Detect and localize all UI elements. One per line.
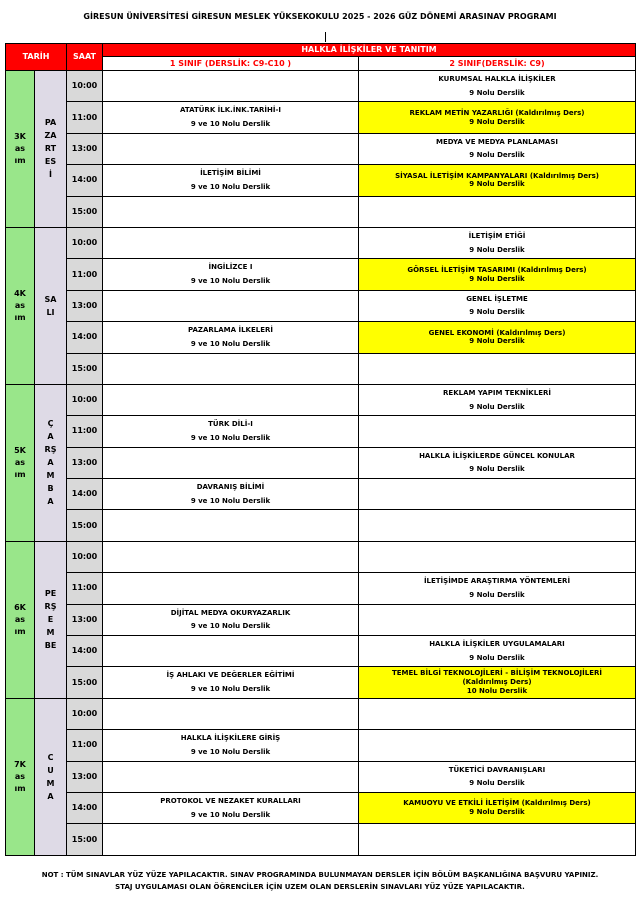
course-name: ATATÜRK İLK.İNK.TARİHİ-I — [179, 106, 281, 115]
date-cell — [6, 698, 35, 855]
classroom-label: 9 ve 10 Nolu Derslik — [190, 182, 271, 191]
schedule-row — [6, 196, 636, 227]
course-name: HALKLA İLİŞKİLERE GİRİŞ — [180, 734, 281, 743]
classroom-label: 9 Nolu Derslik — [469, 180, 525, 189]
time-cell: 11:00 — [67, 730, 103, 761]
course-name: DİJİTAL MEDYA OKURYAZARLIK — [170, 608, 291, 617]
class1-exam-cell — [103, 761, 359, 792]
time-cell: 14:00 — [67, 636, 103, 667]
time-cell: 15:00 — [67, 824, 103, 855]
classroom-label: 9 ve 10 Nolu Derslik — [190, 685, 271, 694]
course-name: PAZARLAMA İLKELERİ — [188, 326, 273, 335]
class2-exam-cell — [359, 102, 636, 133]
class2-exam-cell — [359, 71, 636, 102]
class2-exam-cell — [359, 133, 636, 164]
class2-exam-cell — [359, 573, 636, 604]
classroom-label: 9 Nolu Derslik — [469, 274, 525, 283]
time-cell: 11:00 — [67, 416, 103, 447]
weekday-label: CUMA — [46, 752, 55, 801]
class1-header: 1 SINIF (DERSLİK: C9-C10 ) — [103, 57, 359, 71]
time-cell: 15:00 — [67, 667, 103, 698]
classroom-label: 10 Nolu Derslik — [466, 686, 528, 695]
schedule-row — [6, 636, 636, 667]
weekday-cell — [35, 227, 67, 384]
time-cell: 13:00 — [67, 290, 103, 321]
course-name: HALKLA İLİŞKİLER UYGULAMALARI — [429, 639, 565, 648]
divider-mark — [325, 32, 326, 42]
course-name: HALKLA İLİŞKİLERDE GÜNCEL KONULAR — [419, 451, 575, 460]
time-cell: 14:00 — [67, 322, 103, 353]
schedule-row — [6, 322, 636, 353]
classroom-label: 9 Nolu Derslik — [469, 402, 525, 411]
class2-exam-cell — [359, 196, 636, 227]
time-cell: 14:00 — [67, 479, 103, 510]
time-cell: 15:00 — [67, 353, 103, 384]
course-name: DAVRANIŞ BİLİMİ — [196, 483, 265, 492]
class1-exam-cell — [103, 384, 359, 415]
class2-exam-cell — [359, 698, 636, 729]
course-name: GÖRSEL İLETİŞİM TASARIMI (Kaldırılmış Ders) — [407, 265, 587, 274]
time-cell: 11:00 — [67, 102, 103, 133]
classroom-label: 9 ve 10 Nolu Derslik — [190, 496, 271, 505]
class2-exam-cell — [359, 322, 636, 353]
class2-exam-cell — [359, 479, 636, 510]
class2-exam-cell — [359, 636, 636, 667]
class2-exam-cell — [359, 227, 636, 258]
schedule-row — [6, 384, 636, 415]
classroom-label: 9 Nolu Derslik — [469, 245, 525, 254]
class1-exam-cell — [103, 102, 359, 133]
time-cell: 10:00 — [67, 71, 103, 102]
time-cell: 13:00 — [67, 604, 103, 635]
classroom-label: 9 ve 10 Nolu Derslik — [190, 747, 271, 756]
schedule-row — [6, 541, 636, 572]
classroom-label: 9 ve 10 Nolu Derslik — [190, 810, 271, 819]
classroom-label: 9 Nolu Derslik — [469, 117, 525, 126]
class1-exam-cell — [103, 541, 359, 572]
time-cell: 13:00 — [67, 447, 103, 478]
schedule-row — [6, 102, 636, 133]
date-label: 7Kasım — [14, 759, 26, 793]
date-cell — [6, 227, 35, 384]
department-header: HALKLA İLİŞKİLER VE TANITIM — [103, 44, 636, 57]
schedule-row — [6, 792, 636, 823]
course-name: (Kaldırılmış Ders) — [462, 678, 532, 687]
course-name: İNGİLİZCE I — [208, 263, 253, 272]
classroom-label: 9 Nolu Derslik — [469, 779, 525, 788]
schedule-row — [6, 290, 636, 321]
class1-exam-cell — [103, 604, 359, 635]
class2-exam-cell — [359, 384, 636, 415]
schedule-row — [6, 667, 636, 698]
class1-exam-cell — [103, 824, 359, 855]
class1-exam-cell — [103, 510, 359, 541]
time-cell: 15:00 — [67, 196, 103, 227]
class2-exam-cell — [359, 510, 636, 541]
class1-exam-cell — [103, 636, 359, 667]
class2-exam-cell — [359, 667, 636, 698]
schedule-row — [6, 165, 636, 196]
time-cell: 14:00 — [67, 792, 103, 823]
time-cell: 13:00 — [67, 761, 103, 792]
class1-exam-cell — [103, 227, 359, 258]
class2-exam-cell — [359, 165, 636, 196]
class1-exam-cell — [103, 71, 359, 102]
exam-schedule-table — [5, 43, 636, 856]
classroom-label: 9 Nolu Derslik — [469, 308, 525, 317]
classroom-label: 9 ve 10 Nolu Derslik — [190, 433, 271, 442]
weekday-label: PERŞEMBE — [44, 589, 57, 651]
page-title: GİRESUN ÜNİVERSİTESİ GİRESUN MESLEK YÜKSEKOKULU 2025 - 2026 GÜZ DÖNEMİ ARASINAV PROGRAMI — [83, 12, 557, 21]
course-name: PROTOKOL VE NEZAKET KURALLARI — [160, 796, 301, 805]
schedule-row — [6, 479, 636, 510]
schedule-row — [6, 227, 636, 258]
class2-exam-cell — [359, 730, 636, 761]
class2-exam-cell — [359, 447, 636, 478]
schedule-row — [6, 730, 636, 761]
course-name: TÜKETİCİ DAVRANIŞLARI — [448, 765, 546, 774]
class2-exam-cell — [359, 259, 636, 290]
date-cell — [6, 541, 35, 698]
class2-exam-cell — [359, 353, 636, 384]
course-name: TEMEL BİLGİ TEKNOLOJİLERİ - BİLİŞİM TEKNOLOJİLERİ — [391, 669, 603, 678]
class1-exam-cell — [103, 353, 359, 384]
time-cell: 15:00 — [67, 510, 103, 541]
footer-note — [0, 869, 640, 893]
class2-exam-cell — [359, 416, 636, 447]
weekday-cell — [35, 384, 67, 541]
schedule-row — [6, 447, 636, 478]
date-cell — [6, 384, 35, 541]
class1-exam-cell — [103, 416, 359, 447]
class2-exam-cell — [359, 792, 636, 823]
course-name: SİYASAL İLETİŞİM KAMPANYALARI (Kaldırılmış Ders) — [395, 171, 599, 180]
schedule-row — [6, 698, 636, 729]
classroom-label: 9 Nolu Derslik — [469, 808, 525, 817]
weekday-cell — [35, 541, 67, 698]
classroom-label: 9 ve 10 Nolu Derslik — [190, 622, 271, 631]
saat-header: SAAT — [67, 44, 103, 71]
course-name: REKLAM YAPIM TEKNİKLERİ — [443, 388, 551, 397]
class2-exam-cell — [359, 290, 636, 321]
class1-exam-cell — [103, 290, 359, 321]
course-name: İLETİŞİMDE ARAŞTIRMA YÖNTEMLERİ — [423, 577, 571, 586]
date-label: 5Kasım — [14, 445, 26, 479]
class2-exam-cell — [359, 541, 636, 572]
weekday-cell — [35, 698, 67, 855]
date-cell — [6, 71, 35, 228]
time-cell: 10:00 — [67, 541, 103, 572]
weekday-label: PAZARTESİ — [44, 118, 57, 180]
tarih-header: TARİH — [6, 44, 67, 71]
schedule-row — [6, 133, 636, 164]
schedule-row — [6, 761, 636, 792]
class2-exam-cell — [359, 761, 636, 792]
course-name: GENEL EKONOMİ (Kaldırılmış Ders) — [428, 328, 566, 337]
class1-exam-cell — [103, 447, 359, 478]
note-line: NOT : TÜM SINAVLAR YÜZ YÜZE YAPILACAKTIR. SINAV PROGRAMINDA BULUNMAYAN DERSLER İÇİN BÖLÜM BAŞKANLIĞINA BAŞVURU YAPINIZ. — [41, 871, 599, 879]
weekday-label: ÇARŞAMBA — [44, 419, 57, 507]
weekday-cell — [35, 71, 67, 228]
time-cell: 10:00 — [67, 698, 103, 729]
course-name: İLETİŞİM BİLİMİ — [200, 169, 261, 178]
schedule-row — [6, 604, 636, 635]
class1-exam-cell — [103, 792, 359, 823]
class1-exam-cell — [103, 133, 359, 164]
class1-exam-cell — [103, 259, 359, 290]
date-label: 6Kasım — [14, 602, 26, 636]
class1-exam-cell — [103, 479, 359, 510]
schedule-row — [6, 71, 636, 102]
classroom-label: 9 Nolu Derslik — [469, 590, 525, 599]
course-name: İLETİŞİM ETİĞİ — [468, 231, 526, 240]
schedule-row — [6, 416, 636, 447]
class2-exam-cell — [359, 604, 636, 635]
time-cell: 11:00 — [67, 259, 103, 290]
course-name: KAMUOYU VE ETKİLİ İLETİŞİM (Kaldırılmış Ders) — [403, 799, 591, 808]
class2-exam-cell — [359, 824, 636, 855]
schedule-row — [6, 259, 636, 290]
schedule-row — [6, 510, 636, 541]
course-name: İŞ AHLAKI VE DEĞERLER EĞİTİMİ — [166, 671, 295, 680]
schedule-row — [6, 824, 636, 855]
class2-header: 2 SINIF(DERSLİK: C9) — [359, 57, 636, 71]
time-cell: 10:00 — [67, 384, 103, 415]
classroom-label: 9 Nolu Derslik — [469, 151, 525, 160]
schedule-row — [6, 573, 636, 604]
class1-exam-cell — [103, 698, 359, 729]
course-name: TÜRK DİLİ-I — [208, 420, 253, 429]
class1-exam-cell — [103, 322, 359, 353]
classroom-label: 9 Nolu Derslik — [469, 465, 525, 474]
schedule-row — [6, 353, 636, 384]
time-cell: 14:00 — [67, 165, 103, 196]
class1-exam-cell — [103, 730, 359, 761]
class1-exam-cell — [103, 573, 359, 604]
note-line: STAJ UYGULAMASI OLAN ÖĞRENCİLER İÇİN UZEM OLAN DERSLERİN SINAVLARI YÜZ YÜZE YAPILACAKTIR. — [115, 883, 525, 891]
time-cell: 13:00 — [67, 133, 103, 164]
time-cell: 10:00 — [67, 227, 103, 258]
class1-exam-cell — [103, 667, 359, 698]
time-cell: 11:00 — [67, 573, 103, 604]
course-name: GENEL İŞLETME — [466, 294, 528, 303]
class1-exam-cell — [103, 196, 359, 227]
classroom-label: 9 ve 10 Nolu Derslik — [190, 120, 271, 129]
classroom-label: 9 Nolu Derslik — [469, 653, 525, 662]
course-name: MEDYA VE MEDYA PLANLAMASI — [435, 137, 558, 146]
weekday-label: SALI — [44, 294, 57, 317]
classroom-label: 9 ve 10 Nolu Derslik — [190, 339, 271, 348]
class1-exam-cell — [103, 165, 359, 196]
date-label: 4Kasım — [14, 288, 26, 322]
course-name: KURUMSAL HALKLA İLİŞKİLER — [438, 74, 556, 83]
classroom-label: 9 ve 10 Nolu Derslik — [190, 277, 271, 286]
course-name: REKLAM METİN YAZARLIĞI (Kaldırılmış Ders) — [409, 108, 585, 117]
classroom-label: 9 Nolu Derslik — [469, 88, 525, 97]
date-label: 3Kasım — [14, 131, 26, 165]
classroom-label: 9 Nolu Derslik — [469, 337, 525, 346]
